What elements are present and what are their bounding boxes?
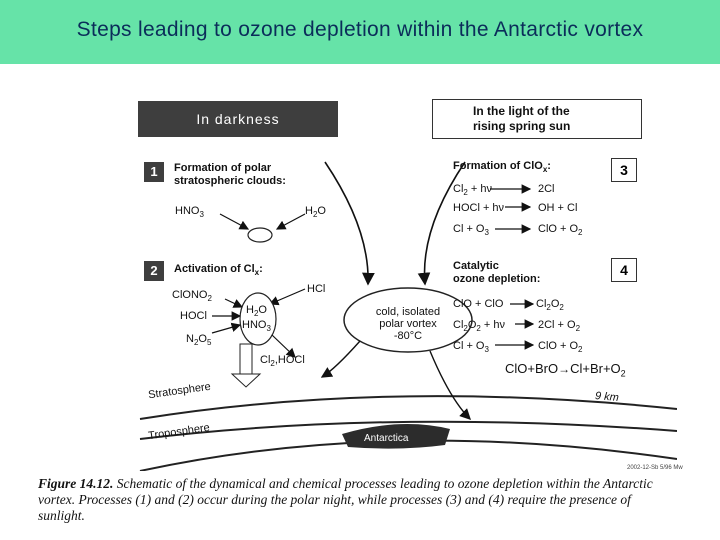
vortex-line2: polar vortex: [379, 318, 437, 330]
arrow-vortex-right: [430, 351, 470, 419]
step-2-products: $Cl_2,HOCl$: [260, 354, 305, 369]
step-3-r3-right: ClO + $O_2$: [538, 223, 583, 238]
title-bar: [0, 0, 720, 64]
slide-title: Steps leading to ozone depletion within the Antarctic vortex: [76, 18, 644, 41]
step-3-title: Formation of ClO$_x$:: [453, 160, 551, 175]
arrow-darkness-to-vortex: [325, 162, 368, 284]
step-2-clono2: ClONO$_2$: [172, 289, 212, 304]
antarctica-label: Antarctica: [364, 433, 409, 444]
spring-sun-box: [432, 99, 642, 139]
troposphere-label: Troposphere: [147, 421, 211, 443]
step-3-badge: 3: [611, 158, 637, 182]
step-4-badge: 4: [611, 258, 637, 282]
step-2-title: Activation of $Cl_x$:: [174, 263, 263, 278]
step-1-h2o: $H_2O$: [305, 205, 326, 220]
step-1-title-line2: stratospheric clouds:: [174, 175, 286, 187]
step-3-r3-left: $Cl + O_3$: [453, 223, 489, 238]
step-3-r1-left: $Cl_2 + h\nu$: [453, 183, 492, 198]
vortex-line1: cold, isolated: [375, 306, 441, 318]
figure-panel: [100, 79, 683, 471]
step-1-badge: 1: [144, 162, 164, 182]
step-1-title-line1: Formation of polar: [174, 162, 272, 174]
step-2-hcl: HCl: [307, 283, 326, 295]
psc-cloud-icon: [248, 228, 272, 242]
cloud-hno3: $HNO_3$: [242, 319, 271, 334]
step-4-r2-left: $Cl_2O_2 + h\nu$: [453, 319, 506, 334]
step-2-n2o5: $N_2O_5$: [186, 333, 212, 348]
step-4-title-line1: Catalytic: [453, 260, 499, 272]
step-4-r1-left: ClO + ClO: [453, 298, 504, 310]
cloud-h2o: $H_2O$: [246, 304, 267, 319]
step-4-title-line2: ozone depletion:: [453, 273, 541, 285]
caption-text: Schematic of the dynamical and chemical processes leading to ozone depletion within the Antarctic vortex. Processes (1) and (2) occur during the polar night, while processes (3) and (4) require the presence of sunlight.: [38, 476, 653, 523]
arrow-vortex-left: [322, 341, 360, 377]
step-3-r2-left: HOCl + hν: [453, 202, 505, 214]
spring-sun-line2: rising spring sun: [473, 119, 571, 133]
step-3-r1-right: 2Cl: [538, 183, 555, 195]
sedimentation-arrow: [232, 374, 260, 387]
altitude-label: 9 km: [594, 389, 620, 405]
figure-caption: [38, 476, 678, 524]
spring-sun-line1: In the light of the: [473, 104, 570, 118]
step-4-r3-right: ClO + $O_2$: [538, 340, 583, 355]
step-4-r1-right: $Cl_2O_2$: [536, 298, 564, 313]
vortex-line3: -80°C: [393, 330, 423, 342]
step-1-hno3: $HNO_3$: [175, 205, 204, 220]
step-4-r3-left: $Cl + O_3$: [453, 340, 489, 355]
step-2-hocl: HOCl: [180, 310, 207, 322]
in-darkness-label: In darkness: [138, 101, 338, 137]
figure-credit: 2002-12-Sb 5/96 Mw: [627, 465, 683, 471]
step-2-badge: 2: [144, 261, 164, 281]
bro-equation: $ClO+BrO\to Cl+Br+O_2$: [505, 358, 687, 380]
step-3-r2-right: OH + Cl: [538, 202, 578, 214]
step-4-r2-right: $2Cl + O_2$: [538, 319, 581, 334]
figure-label: Figure 14.12.: [38, 476, 114, 491]
stratosphere-label: Stratosphere: [147, 380, 212, 402]
